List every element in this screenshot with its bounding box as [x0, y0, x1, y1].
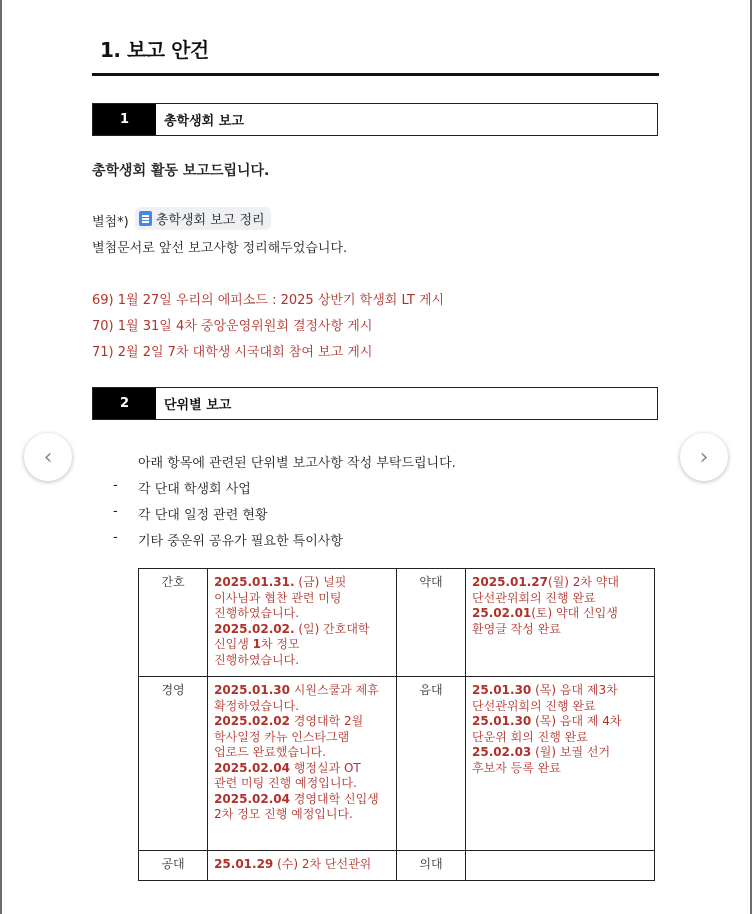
attachment-note: 별첨문서로 앞선 보고사항 정리해두었습니다.: [92, 241, 348, 256]
bullet-item: 각 단대 학생회 사업: [138, 482, 251, 497]
unit-label: 음대: [396, 677, 465, 851]
table-row: [139, 569, 655, 677]
unit-label: 공대: [139, 851, 208, 881]
unit-report-cell: 2025.01.31. (금) 널핏 이사님과 협찬 관련 미팅 진행하였습니다. 2025.02.02. (일) 간호대학 신입생 1차 정모 진행하였습니다.: [208, 569, 397, 677]
unit-label: 경영: [139, 677, 208, 851]
attachment-chip[interactable]: [135, 207, 271, 230]
unit-report-cell: [466, 851, 655, 881]
unit-report-cell: 25.01.29 (수) 2차 단선관위: [208, 851, 397, 881]
table-row: [139, 677, 655, 851]
unit-report-cell: 2025.01.30 시원스쿨과 제휴 확정하였습니다. 2025.02.02 경영대학 2월 학사일정 카뉴 인스타그램 업로드 완료했습니다. 2025.02.04 행정실과 OT 관련 미팅 진행 예정입니다. 2025.02.04 경영대학 신입생 2차 정모 진행 예정입니다.: [208, 677, 397, 851]
page-heading: 1. 보고 안건: [100, 38, 209, 62]
unit-report-cell: 25.01.30 (목) 음대 제3차 단선관위회의 진행 완료 25.01.30 (목) 음대 제 4차 단운위 회의 진행 완료 25.02.03 (월) 보궐 선거 후보자 등록 완료: [466, 677, 655, 851]
table-row: [139, 851, 655, 881]
attachment-line: [92, 207, 271, 230]
section-1-number: 1: [93, 104, 156, 135]
attachment-chip-label: 총학생회 보고 정리: [155, 213, 265, 228]
section-2-title: 단위별 보고: [164, 398, 232, 413]
next-page-button[interactable]: [680, 433, 728, 481]
google-doc-icon: [139, 211, 152, 226]
bullet-item: 각 단대 일정 관련 현황: [138, 508, 268, 523]
unit-label: 약대: [396, 569, 465, 677]
report-item: 69) 1월 27일 우리의 에피소드 : 2025 상반기 학생회 LT 게시: [92, 293, 445, 308]
report-item: 70) 1월 31일 4차 중앙운영위원회 결정사항 게시: [92, 319, 373, 334]
bullet-item: 기타 중운위 공유가 필요한 특이사항: [138, 534, 343, 549]
section-2-number: 2: [93, 388, 156, 419]
bullet-dash: -: [113, 530, 118, 545]
section-1-intro: 총학생회 활동 보고드립니다.: [92, 163, 270, 179]
chevron-left-icon: ‹: [43, 444, 53, 470]
prev-page-button[interactable]: [24, 433, 72, 481]
section-1-header: [92, 103, 658, 136]
report-item: 71) 2월 2일 7차 대학생 시국대회 참여 보고 게시: [92, 345, 373, 360]
heading-rule: [92, 73, 659, 76]
bullet-dash: -: [113, 478, 118, 493]
section-1-title: 총학생회 보고: [164, 114, 244, 129]
unit-label: 간호: [139, 569, 208, 677]
unit-report-cell: 2025.01.27(월) 2차 약대 단선관위회의 진행 완료 25.02.01(토) 약대 신입생 환영글 작성 완료: [466, 569, 655, 677]
attachment-label: 별첨*): [92, 215, 129, 230]
unit-label: 의대: [396, 851, 465, 881]
section-2-intro: 아래 항목에 관련된 단위별 보고사항 작성 부탁드립니다.: [138, 456, 456, 471]
section-2-header: [92, 387, 658, 420]
chevron-right-icon: ›: [699, 444, 709, 470]
frame-left-border: [0, 0, 2, 914]
bullet-dash: -: [113, 504, 118, 519]
unit-report-table: [138, 568, 655, 881]
